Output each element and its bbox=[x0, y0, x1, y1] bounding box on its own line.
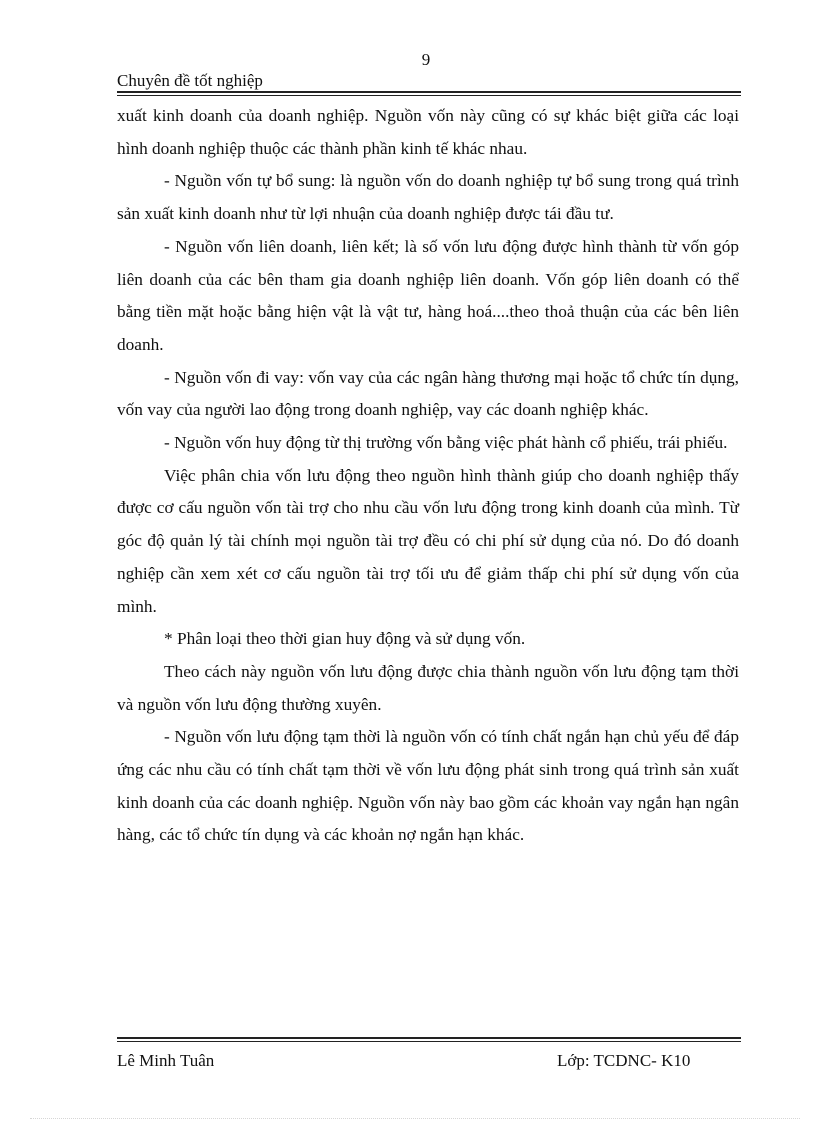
header-divider bbox=[117, 91, 741, 96]
paragraph-source-classification: Việc phân chia vốn lưu động theo nguồn hình thành giúp cho doanh nghiệp thấy được cơ cấu nguồn vốn tài trợ cho nhu cầu vốn lưu động trong kinh doanh của mình. Từ góc độ quản lý tài chính mọi nguồn tài trợ đều có chi phí sử dụng của nó. Do đó doanh nghiệp cần xem xét cơ cấu nguồn tài trợ tối ưu để giảm thấp chi phí sử dụng vốn của mình. bbox=[117, 465, 739, 616]
footer-author: Lê Minh Tuân bbox=[117, 1051, 215, 1070]
paragraph-joint-venture: - Nguồn vốn liên doanh, liên kết; là số vốn lưu động được hình thành từ vốn góp liên doanh của các bên tham gia doanh nghiệp liên doanh. Vốn góp liên doanh có thể bằng tiền mặt hoặc bằng hiện vật là vật tư, hàng hoá....theo thoả thuận của các bên liên doanh. bbox=[117, 236, 739, 354]
page-number: 9 bbox=[421, 50, 431, 69]
paragraph-continuation: xuất kinh doanh của doanh nghiệp. Nguồn vốn này cũng có sự khác biệt giữa các loại hình doanh nghiệp thuộc các thành phần kinh tế khác nhau. bbox=[117, 106, 739, 158]
page-bottom-border bbox=[30, 1118, 800, 1119]
footer-class: Lớp: TCDNC- K10 bbox=[557, 1051, 691, 1070]
paragraph-market-capital: - Nguồn vốn huy động từ thị trường vốn bằng việc phát hành cổ phiếu, trái phiếu. bbox=[164, 433, 728, 453]
running-title: Chuyên đề tốt nghiệp bbox=[117, 71, 263, 90]
paragraph-temporary-capital: - Nguồn vốn lưu động tạm thời là nguồn vốn có tính chất ngắn hạn chủ yếu để đáp ứng các nhu cầu có tính chất tạm thời về vốn lưu động phát sinh trong quá trình sản xuất kinh doanh của các doanh nghiệp. Nguồn vốn này bao gồm các khoản vay ngắn hạn ngân hàng, các tổ chức tín dụng và các khoản nợ ngắn hạn khác. bbox=[117, 727, 739, 845]
paragraph-borrowed-capital: - Nguồn vốn đi vay: vốn vay của các ngân hàng thương mại hoặc tổ chức tín dụng, vốn vay của người lao động trong doanh nghiệp, vay các doanh nghiệp khác. bbox=[117, 367, 739, 420]
section-heading-time-classification: * Phân loại theo thời gian huy động và sử dụng vốn. bbox=[164, 629, 526, 649]
footer-divider bbox=[117, 1037, 741, 1042]
body-text bbox=[117, 100, 739, 852]
paragraph-self-supplement: - Nguồn vốn tự bổ sung: là nguồn vốn do doanh nghiệp tự bổ sung trong quá trình sản xuất kinh doanh như từ lợi nhuận của doanh nghiệp được tái đầu tư. bbox=[117, 171, 739, 224]
paragraph-time-classification: Theo cách này nguồn vốn lưu động được chia thành nguồn vốn lưu động tạm thời và nguồn vốn lưu động thường xuyên. bbox=[117, 661, 739, 714]
